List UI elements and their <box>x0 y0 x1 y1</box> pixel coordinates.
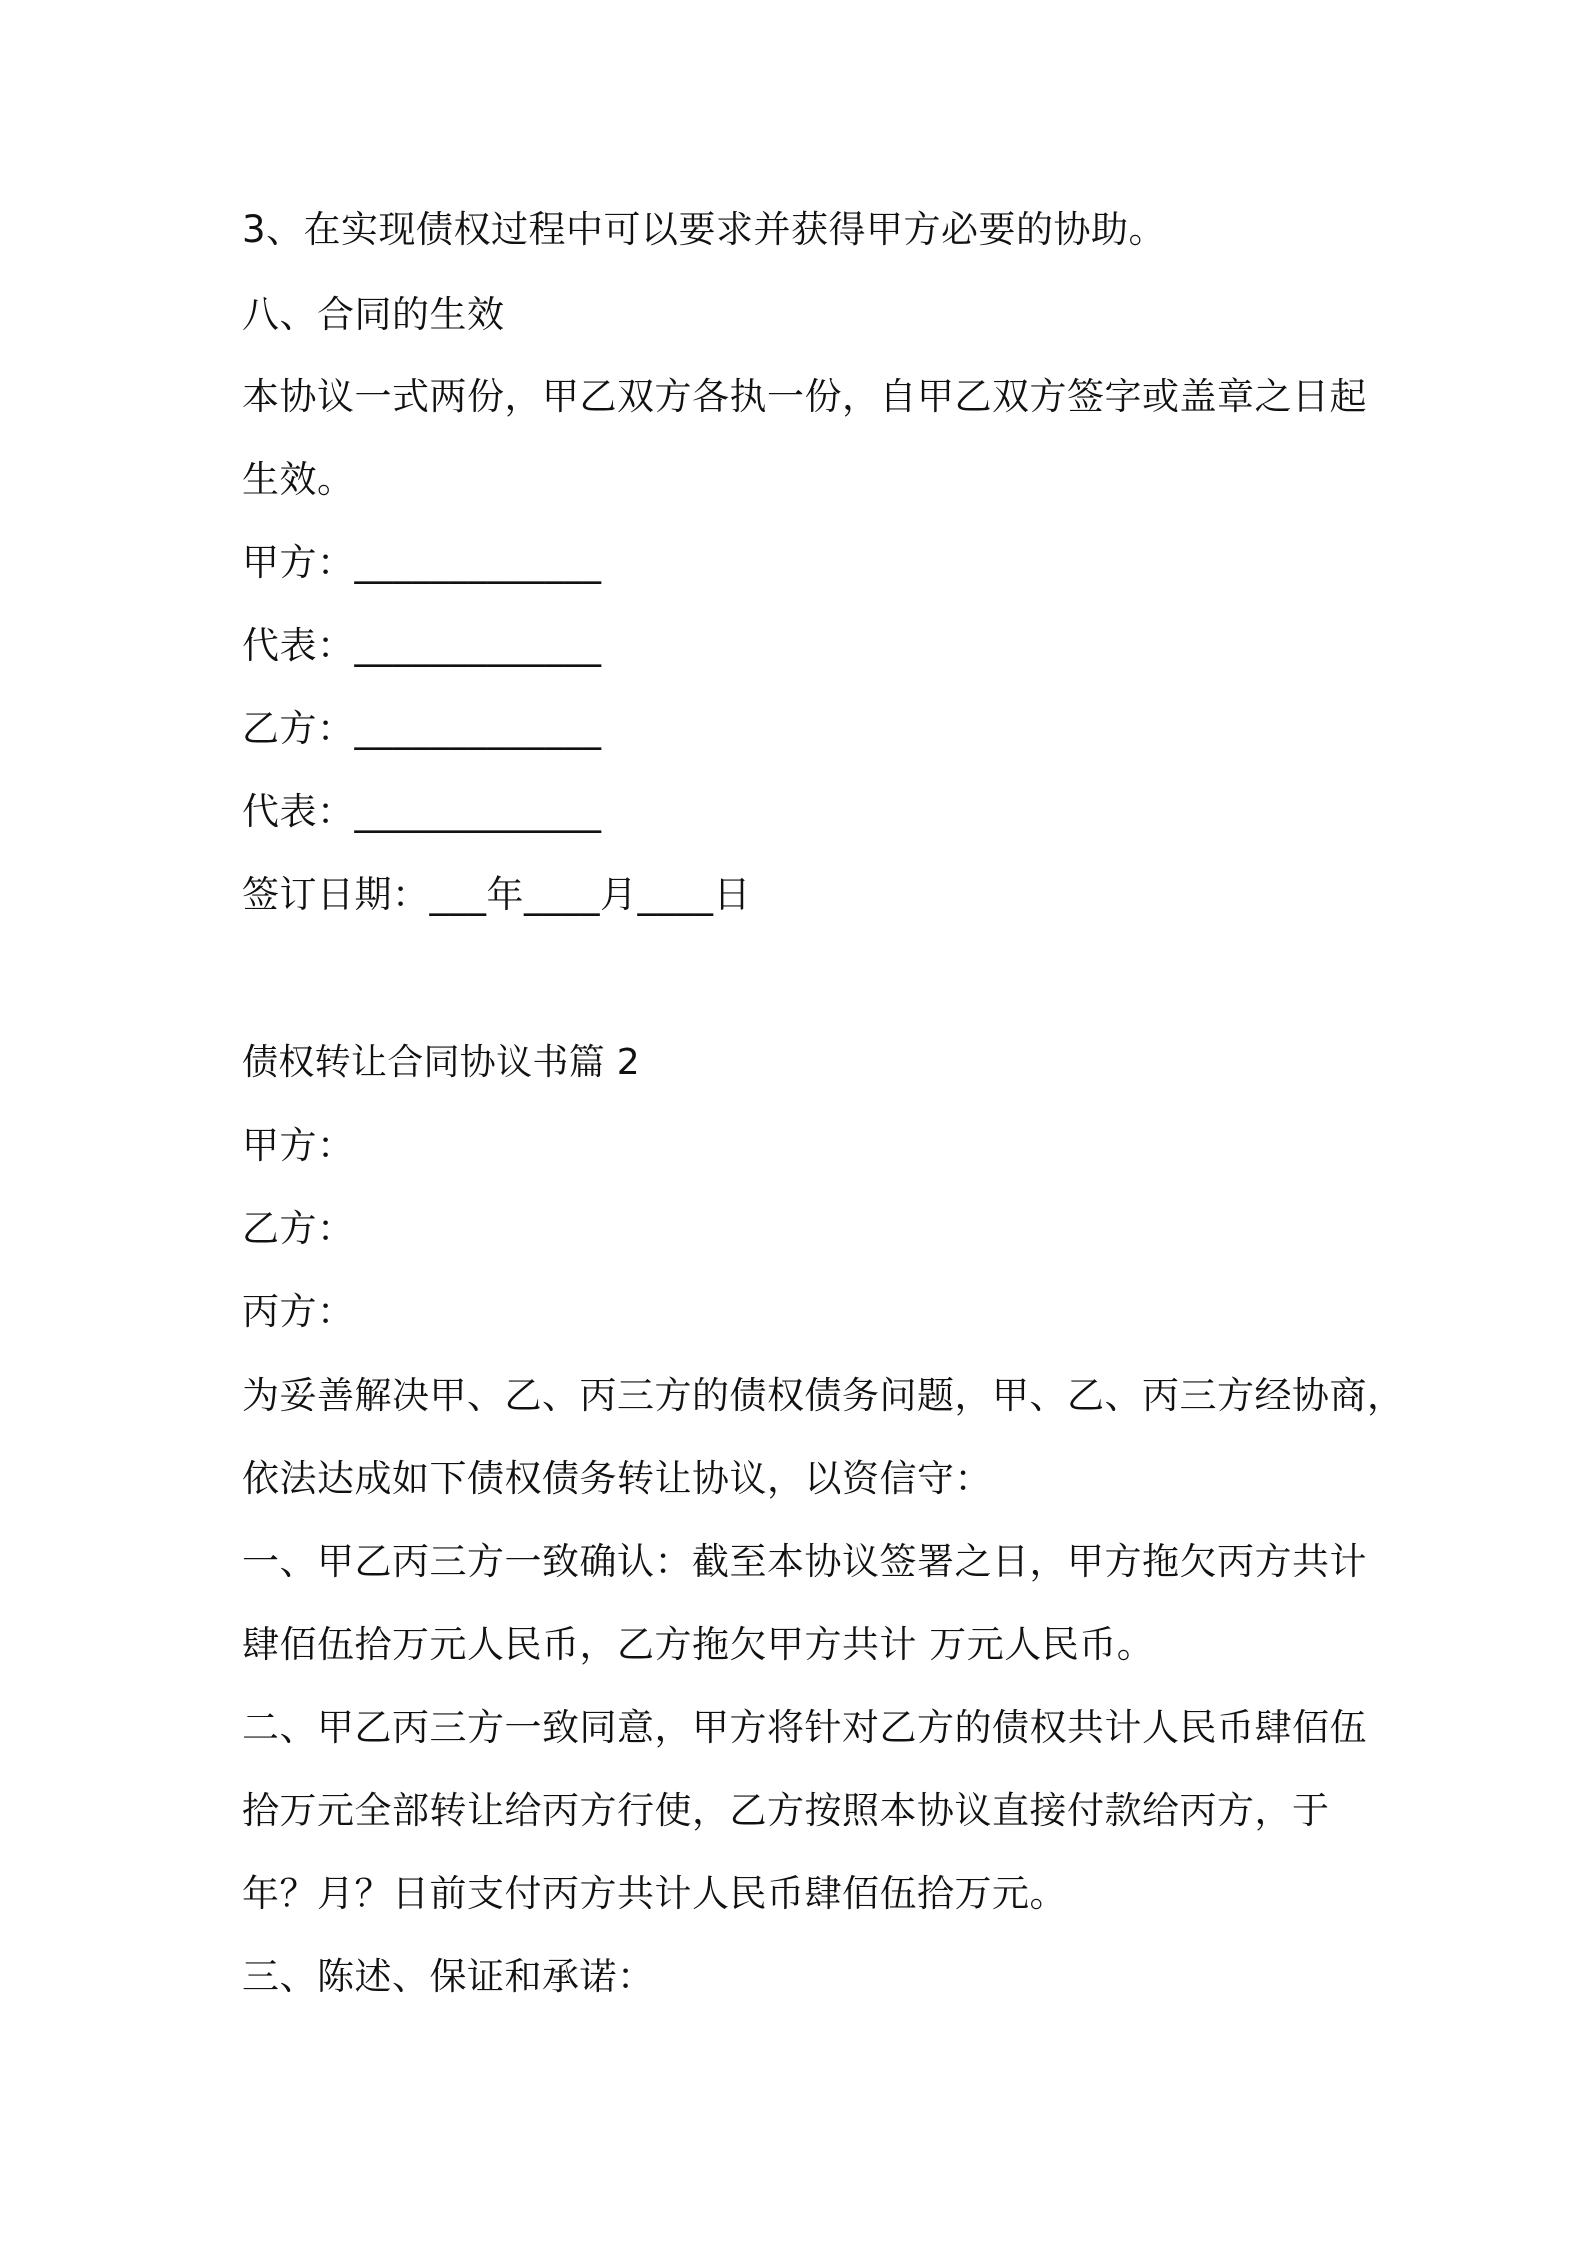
section-heading-effect: 八、合同的生效 <box>242 293 505 336</box>
representative-b-signature-line: 代表：_____________ <box>242 790 602 833</box>
clause-1-line-1: 一、甲乙丙三方一致确认：截至本协议签署之日，甲方拖欠丙方共计 <box>242 1540 1367 1583</box>
clause-2-line-3: 年？月？日前支付丙方共计人民币肆佰伍拾万元。 <box>242 1872 1067 1915</box>
party-c-label: 丙方： <box>242 1290 355 1333</box>
party-a-label: 甲方： <box>242 1124 355 1167</box>
party-b-signature-line: 乙方：_____________ <box>242 707 602 750</box>
party-b-label: 乙方： <box>242 1207 355 1250</box>
contract-title-2: 债权转让合同协议书篇 2 <box>242 1042 640 1083</box>
effect-paragraph-line-1: 本协议一式两份，甲乙双方各执一份，自甲乙双方签字或盖章之日起 <box>242 375 1367 418</box>
party-a-signature-line: 甲方：_____________ <box>242 541 602 584</box>
section-heading-representations: 三、陈述、保证和承诺： <box>242 1955 655 1998</box>
intro-paragraph-line-1: 为妥善解决甲、乙、丙三方的债权债务问题，甲、乙、丙三方经协商， <box>242 1374 1405 1417</box>
clause-2-line-2: 拾万元全部转让给丙方行使，乙方按照本协议直接付款给丙方，于 <box>242 1789 1330 1832</box>
clause-2-line-1: 二、甲乙丙三方一致同意，甲方将针对乙方的债权共计人民币肆佰伍 <box>242 1706 1367 1749</box>
clause-3-text: 3、在实现债权过程中可以要求并获得甲方必要的协助。 <box>242 208 1167 251</box>
representative-a-signature-line: 代表：_____________ <box>242 624 602 667</box>
clause-1-line-2: 肆佰伍拾万元人民币，乙方拖欠甲方共计 万元人民币。 <box>242 1623 1155 1666</box>
signing-date-line: 签订日期：___年____月____日 <box>242 873 751 916</box>
effect-paragraph-line-2: 生效。 <box>242 458 355 501</box>
intro-paragraph-line-2: 依法达成如下债权债务转让协议，以资信守： <box>242 1457 992 1500</box>
